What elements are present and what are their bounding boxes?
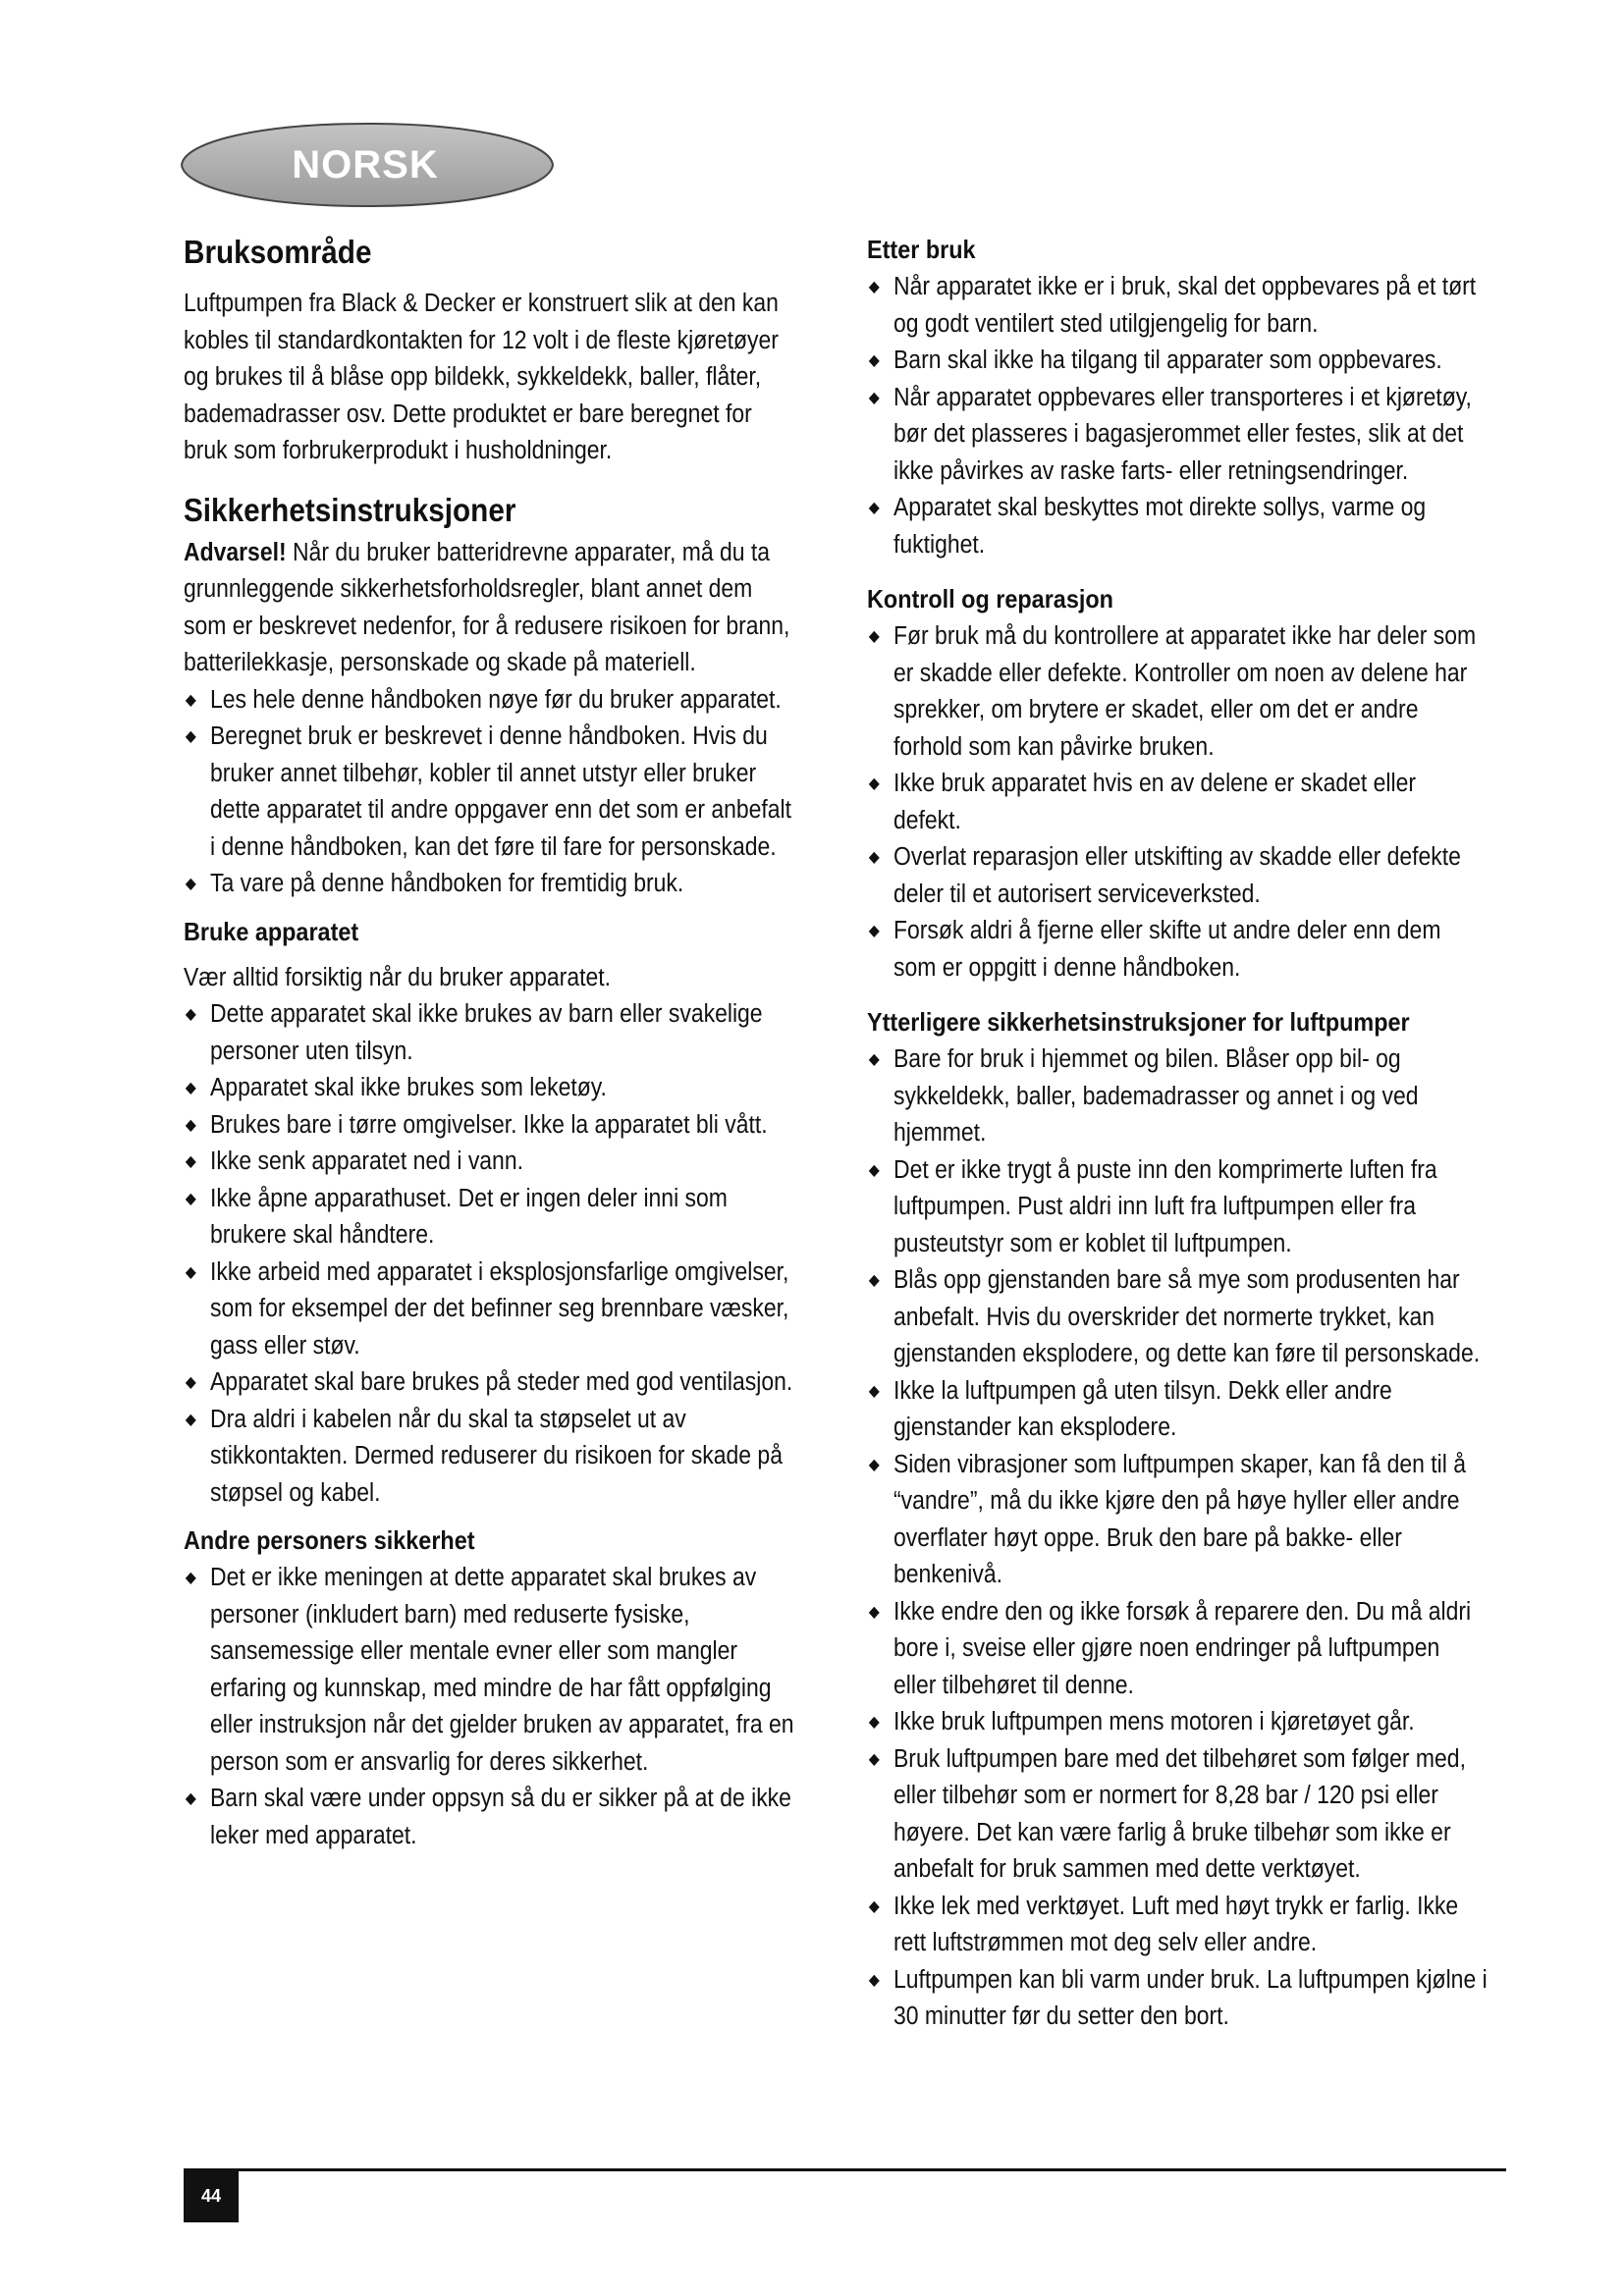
intended-use-heading: Bruksområde	[184, 234, 372, 270]
list-item: ◆ Ikke endre den og ikke forsøk å reparere den. Du må aldri bore i, sveise eller gjøre noen endringer på luftpumpen eller tilbehøret til denne.	[867, 1594, 1488, 1705]
language-label: NORSK	[292, 142, 439, 187]
footer-rule	[184, 2168, 1506, 2171]
list-item: ◆ Ikke la luftpumpen gå uten tilsyn. Dekk eller andre gjenstander kan eksplodere.	[867, 1373, 1488, 1447]
bullet-icon: ◆	[868, 500, 880, 516]
list-item: ◆ Før bruk må du kontrollere at apparatet ikke har deler som er skadde eller defekte. Kontroller om noen av delene har sprekker, om brytere er skadet, eller om det er andre forhold som kan påvirke bruken.	[867, 618, 1488, 766]
safety-heading: Sikkerhetsinstruksjoner	[184, 491, 516, 528]
bullet-icon: ◆	[868, 1161, 880, 1179]
bullet-icon: ◆	[185, 1790, 196, 1807]
additional-safety-heading: Ytterligere sikkerhetsinstruksjoner for luftpumper	[867, 1007, 1410, 1037]
bullet-icon: ◆	[185, 728, 196, 745]
inspection-heading: Kontroll og reparasjon	[867, 584, 1113, 614]
bullet-icon: ◆	[868, 775, 880, 792]
bullet-icon: ◆	[185, 691, 196, 709]
list-item: ◆ Ikke arbeid med apparatet i eksplosjonsfarlige omgivelser, som for eksempel der det befinner seg brennbare væsker, gass eller støv.	[184, 1255, 798, 1365]
intended-use-paragraph: Luftpumpen fra Black & Decker er konstruert slik at den kan kobles til standardkontakten for 12 volt i de fleste kjøretøyer og brukes til å blåse opp bildekk, sykkeldekk, baller, flåter, bademadrasser osv. Dette produktet er bare beregnet for bruk som forbrukerprodukt i husholdninger.	[184, 290, 779, 464]
list-item: ◆ Dra aldri i kabelen når du skal ta støpselet ut av stikkontakten. Dermed reduserer du risikoen for skade på støpsel og kabel.	[184, 1402, 798, 1513]
intended-use-section	[184, 228, 798, 470]
bullet-icon: ◆	[185, 1116, 196, 1134]
list-item: ◆ Brukes bare i tørre omgivelser. Ikke la apparatet bli vått.	[184, 1107, 798, 1145]
list-item: ◆ Bruk luftpumpen bare med det tilbehøret som følger med, eller tilbehør som er normert for 8,28 bar / 120 psi eller høyere. Det kan være farlig å bruke tilbehør som ikke er anbefalt for bruk sammen med dette verktøyet.	[867, 1741, 1488, 1889]
bullet-icon: ◆	[185, 1080, 196, 1096]
list-item: ◆ Ikke bruk apparatet hvis en av delene er skadet eller defekt.	[867, 766, 1488, 839]
list-item: ◆ Det er ikke meningen at dette apparatet skal brukes av personer (inkludert barn) med reduserte fysiske, sansemessige eller mentale evner eller som mangler erfaring og kunnskap, med mindre de har fått oppfølging eller instruksjon når det gjelder bruken av apparatet, fra en person som er ansvarlig for deres sikkerhet.	[184, 1560, 798, 1781]
list-item: ◆ Overlat reparasjon eller utskifting av skadde eller defekte deler til et autorisert serviceverksted.	[867, 839, 1488, 913]
bullet-icon: ◆	[185, 1411, 196, 1428]
list-item: ◆ Ikke åpne apparathuset. Det er ingen deler inni som brukere skal håndtere.	[184, 1181, 798, 1255]
bullet-icon: ◆	[868, 628, 880, 645]
bullet-icon: ◆	[185, 1374, 196, 1391]
others-safety-section	[184, 1521, 798, 1854]
list-item: ◆ Bare for bruk i hjemmet og bilen. Blåser opp bil- og sykkeldekk, baller, bademadrasser og annet i og ved hjemmet.	[867, 1041, 1488, 1152]
after-use-heading: Etter bruk	[867, 235, 976, 264]
list-item: ◆ Når apparatet ikke er i bruk, skal det oppbevares på et tørt og godt ventilert sted utilgjengelig for barn.	[867, 269, 1488, 343]
others-safety-heading: Andre personers sikkerhet	[184, 1525, 475, 1555]
list-item: ◆ Barn skal være under oppsyn så du er sikker på at de ikke leker med apparatet.	[184, 1781, 798, 1854]
right-column	[867, 230, 1488, 2036]
bullet-icon: ◆	[868, 1750, 880, 1768]
list-item: ◆ Apparatet skal beskyttes mot direkte sollys, varme og fuktighet.	[867, 490, 1488, 563]
list-item: ◆ Forsøk aldri å fjerne eller skifte ut andre deler enn dem som er oppgitt i denne håndboken.	[867, 913, 1488, 987]
others-safety-list	[184, 1560, 798, 1854]
bullet-icon: ◆	[868, 923, 880, 939]
bullet-icon: ◆	[185, 876, 196, 892]
list-item: ◆ Når apparatet oppbevares eller transporteres i et kjøretøy, bør det plasseres i bagasjerommet eller festes, slik at det ikke påvirkes av raske farts- eller retningsendringer.	[867, 380, 1488, 491]
list-item: ◆ Ikke bruk luftpumpen mens motoren i kjøretøyet går.	[867, 1704, 1488, 1741]
bullet-icon: ◆	[868, 1051, 880, 1068]
after-use-list	[867, 269, 1488, 563]
bullet-icon: ◆	[868, 1456, 880, 1473]
list-item: ◆ Ta vare på denne håndboken for fremtidig bruk.	[184, 866, 798, 903]
bullet-icon: ◆	[868, 352, 880, 369]
safety-warning	[184, 535, 798, 682]
bullet-icon: ◆	[868, 1382, 880, 1400]
language-tab	[179, 122, 556, 208]
bullet-icon: ◆	[185, 1190, 196, 1207]
list-item: ◆ Det er ikke trygt å puste inn den komprimerte luften fra luftpumpen. Pust aldri inn luft fra luftpumpen eller fra pusteutstyr som er koblet til luftpumpen.	[867, 1152, 1488, 1263]
list-item: ◆ Apparatet skal ikke brukes som leketøy.	[184, 1070, 798, 1107]
using-intro: Vær alltid forsiktig når du bruker apparatet.	[184, 963, 611, 991]
list-item: ◆ Les hele denne håndboken nøye før du bruker apparatet.	[184, 682, 798, 720]
bullet-icon: ◆	[868, 279, 880, 295]
bullet-icon: ◆	[868, 1897, 880, 1915]
inspection-list	[867, 618, 1488, 987]
bullet-icon: ◆	[185, 1263, 196, 1281]
additional-safety-section	[867, 1002, 1488, 2036]
using-heading: Bruke apparatet	[184, 916, 359, 946]
safety-section	[184, 486, 798, 903]
page-number: 44	[184, 2170, 239, 2222]
inspection-section	[867, 579, 1488, 987]
list-item: ◆ Dette apparatet skal ikke brukes av barn eller svakelige personer uten tilsyn.	[184, 996, 798, 1070]
list-item: ◆ Ikke lek med verktøyet. Luft med høyt trykk er farlig. Ikke rett luftstrømmen mot deg selv eller andre.	[867, 1889, 1488, 1962]
bullet-icon: ◆	[868, 1603, 880, 1621]
list-item: ◆ Barn skal ikke ha tilgang til apparater som oppbevares.	[867, 343, 1488, 380]
using-section	[184, 912, 798, 1513]
bullet-icon: ◆	[868, 389, 880, 406]
list-item: ◆ Luftpumpen kan bli varm under bruk. La luftpumpen kjølne i 30 minutter før du setter den bort.	[867, 1962, 1488, 2036]
bullet-icon: ◆	[185, 1570, 196, 1586]
bullet-icon: ◆	[185, 1006, 196, 1023]
list-item: ◆ Blås opp gjenstanden bare så mye som produsenten har anbefalt. Hvis du overskrider det normerte trykket, kan gjenstanden eksplodere, og dette kan føre til personskade.	[867, 1262, 1488, 1373]
warning-text: Når du bruker batteridrevne apparater, må du ta grunnleggende sikkerhetsforholdsregler, blant annet dem som er beskrevet nedenfor, for å redusere risikoen for brann, batterilekkasje, personskade og skade på materiell.	[184, 538, 790, 676]
after-use-section	[867, 230, 1488, 563]
list-item: ◆ Apparatet skal bare brukes på steder med god ventilasjon.	[184, 1364, 798, 1402]
bullet-icon: ◆	[185, 1153, 196, 1170]
list-item: ◆ Beregnet bruk er beskrevet i denne håndboken. Hvis du bruker annet tilbehør, kobler til annet utstyr eller bruker dette apparatet til andre oppgaver enn det som er anbefalt i denne håndboken, kan det føre til fare for personskade.	[184, 719, 798, 866]
bullet-icon: ◆	[868, 849, 880, 866]
list-item: ◆ Ikke senk apparatet ned i vann.	[184, 1144, 798, 1181]
safety-list	[184, 682, 798, 903]
list-item: ◆ Siden vibrasjoner som luftpumpen skaper, kan få den til å “vandre”, må du ikke kjøre den på høye hyller eller andre overflater høyt oppe. Bruk den bare på bakke- eller benkenivå.	[867, 1447, 1488, 1594]
bullet-icon: ◆	[868, 1971, 880, 1989]
left-column	[184, 228, 798, 1854]
using-list	[184, 996, 798, 1512]
warning-label: Advarsel!	[184, 538, 287, 566]
bullet-icon: ◆	[868, 1272, 880, 1289]
bullet-icon: ◆	[868, 1714, 880, 1731]
additional-safety-list	[867, 1041, 1488, 2036]
